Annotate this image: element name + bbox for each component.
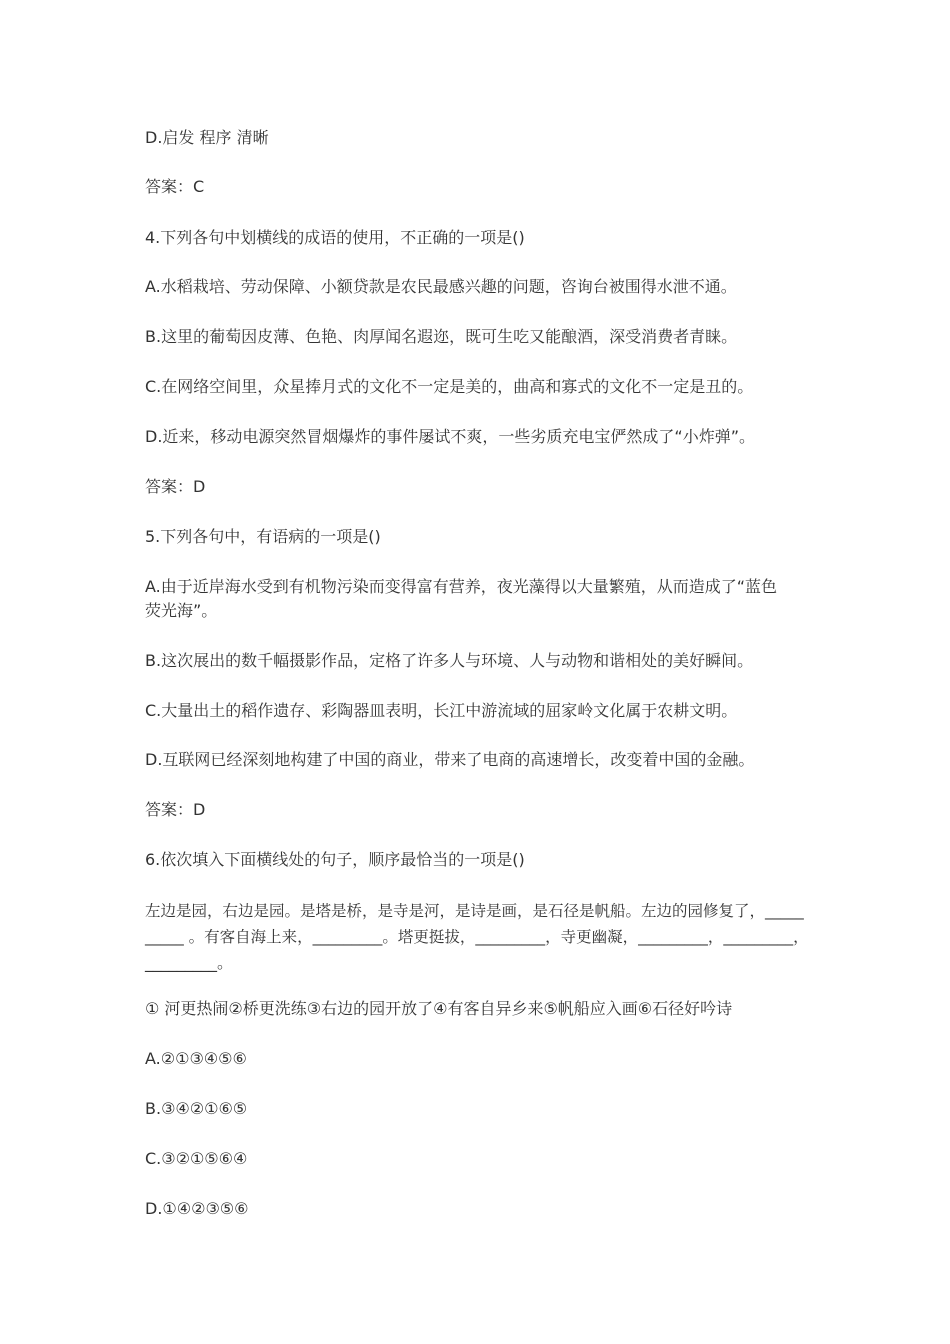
q4-option-b: B.这里的葡萄因皮薄、色艳、肉厚闻名遐迩，既可生吃又能酿酒，深受消费者青睐。 (145, 327, 738, 346)
q4-option-d: D.近来，移动电源突然冒烟爆炸的事件屡试不爽，一些劣质充电宝俨然成了“小炸弹”。 (145, 427, 755, 446)
q6-option-a: A.②①③④⑤⑥ (145, 1049, 247, 1068)
q6-passage-line3: _________。 (145, 953, 234, 972)
q5-option-d: D.互联网已经深刻地构建了中国的商业，带来了电商的高速增长，改变着中国的金融。 (145, 750, 755, 769)
q4-question: 4.下列各句中划横线的成语的使用，不正确的一项是() (145, 228, 525, 247)
q5-option-a-line2: 荧光海”。 (145, 601, 218, 620)
q4-option-a: A.水稻栽培、劳动保障、小额贷款是农民最感兴趣的问题，咨询台被围得水泄不通。 (145, 277, 737, 296)
q6-option-d: D.①④②③⑤⑥ (145, 1199, 249, 1218)
q5-option-b: B.这次展出的数千幅摄影作品，定格了许多人与环境、人与动物和谐相处的美好瞬间。 (145, 651, 754, 670)
q5-question: 5.下列各句中，有语病的一项是() (145, 527, 381, 546)
q4-answer: 答案：D (145, 477, 206, 496)
q5-option-a-line1: A.由于近岸海水受到有机物污染而变得富有营养，夜光藻得以大量繁殖，从而造成了“蓝色 (145, 577, 778, 596)
q5-option-c: C.大量出土的稻作遗存、彩陶器皿表明，长江中游流域的屈家岭文化属于农耕文明。 (145, 701, 738, 720)
q6-items: ① 河更热闹②桥更洗练③右边的园开放了④有客自异乡来⑤帆船应入画⑥石径好吟诗 (145, 999, 733, 1018)
q4-option-c: C.在网络空间里，众星捧月式的文化不一定是美的，曲高和寡式的文化不一定是丑的。 (145, 377, 754, 396)
q6-passage-line2: _____ 。有客自海上来，_________。塔更挺拔，_________，寺更幽凝，_________，_________， (145, 928, 809, 946)
q6-option-b: B.③④②①⑥⑤ (145, 1099, 248, 1118)
q3-option-d: D.启发 程序 清晰 (145, 128, 269, 147)
q6-option-c: C.③②①⑤⑥④ (145, 1149, 248, 1168)
q6-question: 6.依次填入下面横线处的句子，顺序最恰当的一项是() (145, 850, 525, 869)
q5-answer: 答案：D (145, 800, 206, 819)
q3-answer: 答案：C (145, 177, 205, 196)
q6-passage-line1: 左边是园，右边是园。是塔是桥，是寺是河，是诗是画，是石径是帆船。左边的园修复了，_____ (145, 902, 804, 920)
